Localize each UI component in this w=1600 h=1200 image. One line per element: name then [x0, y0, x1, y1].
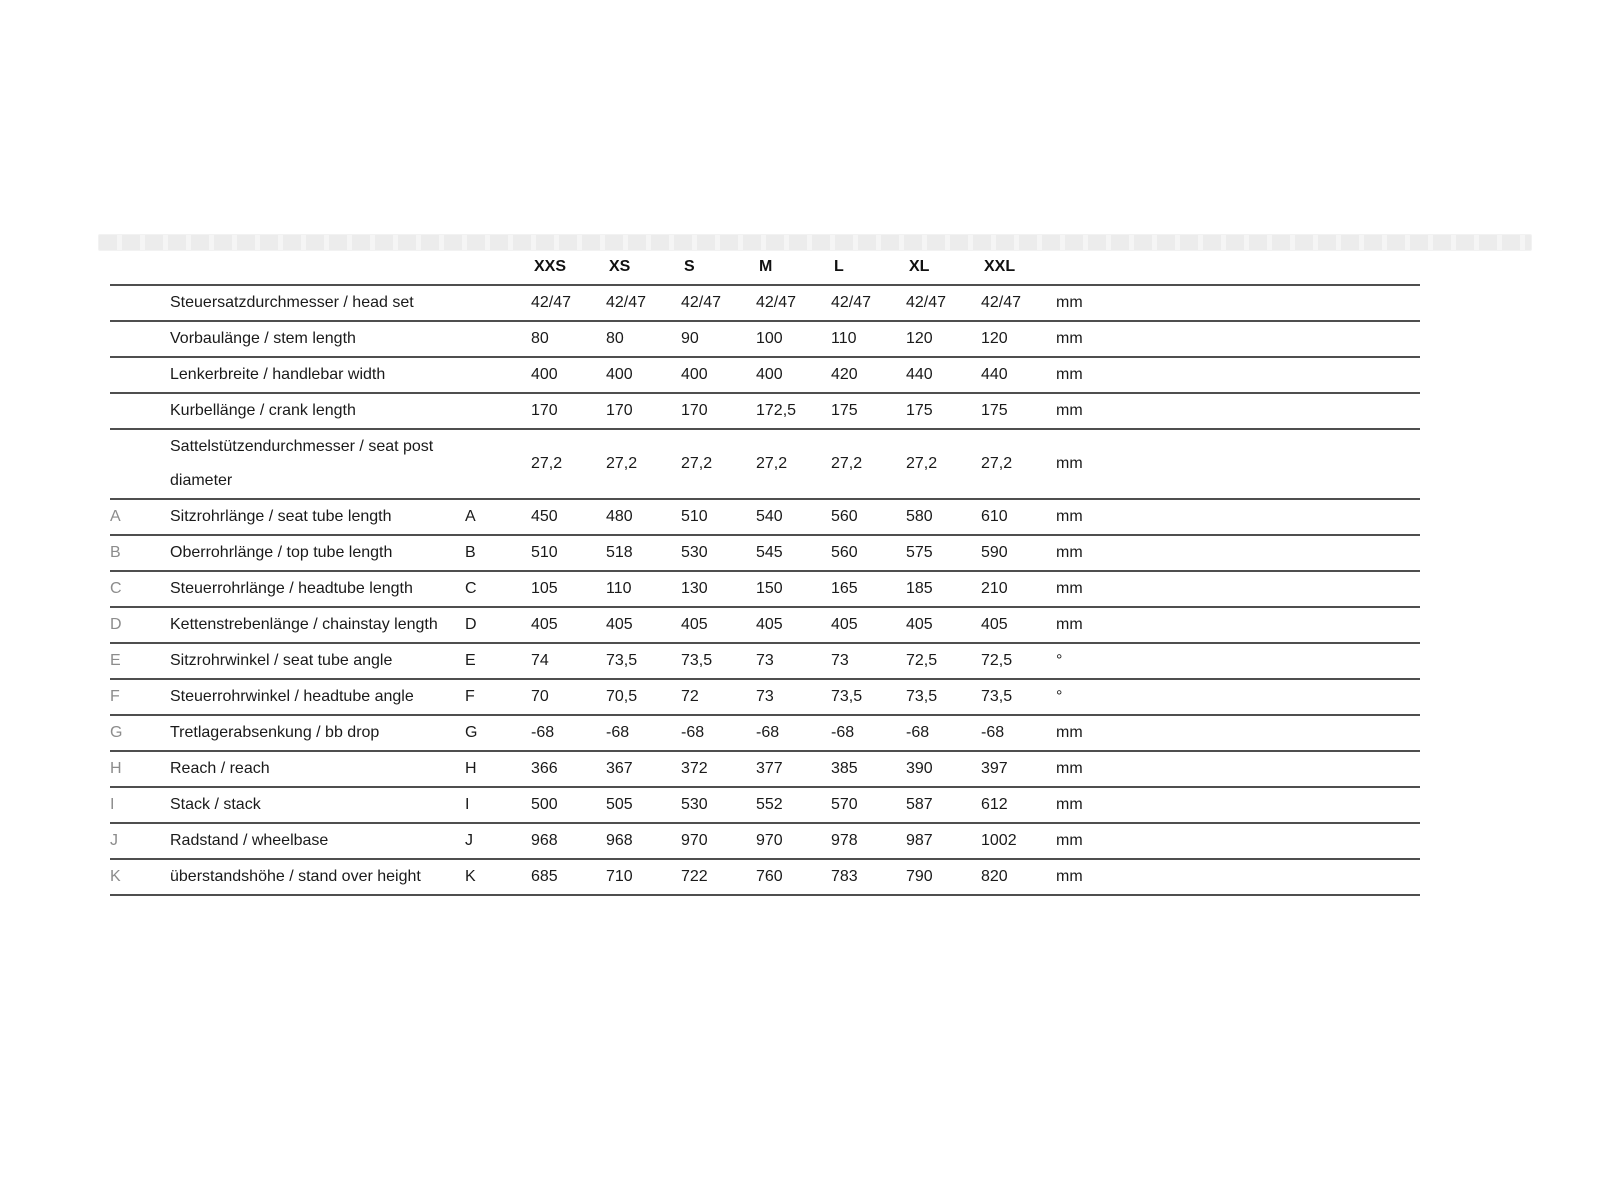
row-value-l: 783 — [831, 868, 858, 885]
row-letter: C — [110, 580, 122, 597]
row-value-xl: 587 — [906, 796, 933, 813]
row-value-xl: 185 — [906, 580, 933, 597]
row-value-xxl: 72,5 — [981, 652, 1013, 669]
row-value-xs: 110 — [606, 580, 632, 597]
row-value-xs: 170 — [606, 402, 633, 419]
row-value-s: 72 — [681, 688, 699, 705]
row-size-letter — [465, 357, 531, 393]
row-value-s: 90 — [681, 330, 699, 347]
row-letter: H — [110, 760, 122, 777]
row-unit: mm — [1056, 796, 1083, 813]
row-size-letter: E — [465, 652, 476, 669]
row-value-xl: 27,2 — [906, 455, 938, 472]
row-value-xxl: 120 — [981, 330, 1008, 347]
row-value-xxs: 170 — [531, 402, 558, 419]
row-value-xl: 987 — [906, 832, 933, 849]
row-value-xxl: -68 — [981, 724, 1005, 741]
row-unit: mm — [1056, 366, 1083, 383]
row-label: Reach / reach — [170, 760, 270, 777]
row-value-l: 420 — [831, 366, 858, 383]
row-value-xxl: 210 — [981, 580, 1008, 597]
row-value-l: 73 — [831, 652, 849, 669]
size-header-s: S — [684, 258, 695, 275]
row-value-xl: 405 — [906, 616, 933, 633]
table-row — [110, 499, 1420, 535]
row-value-xl: 440 — [906, 366, 933, 383]
watermark-band — [98, 234, 1532, 251]
row-value-xs: 80 — [606, 330, 624, 347]
row-value-s: 170 — [681, 402, 708, 419]
row-letter: J — [110, 832, 118, 849]
row-value-l: 73,5 — [831, 688, 863, 705]
row-size-letter: F — [465, 688, 475, 705]
row-unit: mm — [1056, 616, 1083, 633]
row-value-xs: 367 — [606, 760, 633, 777]
row-size-letter: A — [465, 508, 476, 525]
table-row — [110, 357, 1420, 393]
table-row — [110, 571, 1420, 607]
row-unit: mm — [1056, 455, 1083, 472]
row-value-xxs: 510 — [531, 544, 558, 561]
table-row — [110, 715, 1420, 751]
row-value-l: 405 — [831, 616, 858, 633]
row-value-xs: 505 — [606, 796, 633, 813]
row-value-xs: 400 — [606, 366, 633, 383]
row-value-l: 385 — [831, 760, 858, 777]
row-value-xs: -68 — [606, 724, 630, 741]
row-value-xxs: 27,2 — [531, 455, 563, 472]
row-size-letter — [465, 393, 531, 429]
row-value-m: 552 — [756, 796, 783, 813]
row-label: überstandshöhe / stand over height — [170, 868, 421, 885]
row-value-m: 73 — [756, 688, 774, 705]
row-value-xxl: 73,5 — [981, 688, 1013, 705]
row-label: Sitzrohrlänge / seat tube length — [170, 508, 392, 525]
table-row — [110, 607, 1420, 643]
header-gutter-spacer — [110, 250, 170, 285]
row-value-xs: 405 — [606, 616, 633, 633]
row-value-m: 73 — [756, 652, 774, 669]
table-row — [110, 823, 1420, 859]
row-value-m: 377 — [756, 760, 783, 777]
size-header-l: L — [834, 258, 844, 275]
row-value-m: 760 — [756, 868, 783, 885]
row-size-letter: K — [465, 868, 476, 885]
table-row — [110, 787, 1420, 823]
row-value-xxs: 450 — [531, 508, 558, 525]
row-size-letter — [465, 429, 531, 499]
row-value-xs: 518 — [606, 544, 633, 561]
row-unit: mm — [1056, 402, 1083, 419]
table-row — [110, 679, 1420, 715]
row-value-xxs: 500 — [531, 796, 558, 813]
table-row — [110, 535, 1420, 571]
row-value-m: 27,2 — [756, 455, 788, 472]
row-value-l: -68 — [831, 724, 855, 741]
row-value-xs: 70,5 — [606, 688, 638, 705]
row-label: Steuerrohrlänge / headtube length — [170, 580, 413, 597]
row-value-s: 400 — [681, 366, 708, 383]
size-header-m: M — [759, 258, 773, 275]
row-label: Tretlagerabsenkung / bb drop — [170, 724, 380, 741]
row-value-s: 722 — [681, 868, 708, 885]
row-value-m: 172,5 — [756, 402, 797, 419]
header-row — [110, 250, 1420, 285]
row-value-m: 100 — [756, 330, 783, 347]
size-header-xl: XL — [909, 258, 930, 275]
row-unit: mm — [1056, 544, 1083, 561]
row-unit: mm — [1056, 832, 1083, 849]
row-letter — [110, 429, 170, 499]
table-row — [110, 429, 1420, 499]
row-value-s: 73,5 — [681, 652, 713, 669]
header-unit-spacer — [1056, 250, 1420, 285]
row-label: Oberrohrlänge / top tube length — [170, 544, 393, 561]
row-label: Steuersatzdurchmesser / head set — [170, 294, 414, 311]
row-value-xl: 575 — [906, 544, 933, 561]
row-value-xxs: 968 — [531, 832, 558, 849]
row-unit: ° — [1056, 652, 1063, 669]
geometry-table-body — [110, 285, 1420, 895]
row-value-xs: 73,5 — [606, 652, 638, 669]
row-unit: mm — [1056, 760, 1083, 777]
size-header-xxl: XXL — [984, 258, 1016, 275]
row-label: Vorbaulänge / stem length — [170, 330, 356, 347]
row-value-xxs: 105 — [531, 580, 558, 597]
row-value-xxs: 42/47 — [531, 294, 572, 311]
row-value-xl: 73,5 — [906, 688, 938, 705]
row-value-xxl: 440 — [981, 366, 1008, 383]
row-value-s: 405 — [681, 616, 708, 633]
row-value-xs: 42/47 — [606, 294, 647, 311]
row-letter — [110, 285, 170, 321]
table-row — [110, 643, 1420, 679]
row-label: Sattelstützendurchmesser / seat post diameter — [170, 438, 434, 489]
row-value-xxl: 820 — [981, 868, 1008, 885]
row-value-xxs: -68 — [531, 724, 555, 741]
row-letter — [110, 393, 170, 429]
row-value-s: 372 — [681, 760, 708, 777]
row-value-xxl: 397 — [981, 760, 1008, 777]
row-value-xl: 120 — [906, 330, 933, 347]
row-value-m: 970 — [756, 832, 783, 849]
row-unit: mm — [1056, 868, 1083, 885]
row-value-xs: 27,2 — [606, 455, 638, 472]
row-value-l: 42/47 — [831, 294, 872, 311]
row-value-s: 970 — [681, 832, 708, 849]
row-value-xl: 790 — [906, 868, 933, 885]
row-value-l: 165 — [831, 580, 858, 597]
row-value-m: 405 — [756, 616, 783, 633]
row-letter: B — [110, 544, 121, 561]
row-value-xl: -68 — [906, 724, 930, 741]
row-size-letter: B — [465, 544, 476, 561]
row-size-letter: G — [465, 724, 478, 741]
row-value-l: 560 — [831, 508, 858, 525]
table-row — [110, 285, 1420, 321]
table-row — [110, 751, 1420, 787]
row-label: Stack / stack — [170, 796, 261, 813]
row-value-s: 130 — [681, 580, 708, 597]
row-size-letter — [465, 285, 531, 321]
row-value-xxs: 366 — [531, 760, 558, 777]
row-label: Steuerrohrwinkel / headtube angle — [170, 688, 414, 705]
row-value-xxs: 400 — [531, 366, 558, 383]
row-value-m: 545 — [756, 544, 783, 561]
row-letter: K — [110, 868, 121, 885]
row-letter — [110, 321, 170, 357]
row-value-m: -68 — [756, 724, 780, 741]
row-value-l: 27,2 — [831, 455, 863, 472]
row-size-letter: D — [465, 616, 477, 633]
row-size-letter: H — [465, 760, 477, 777]
row-value-s: 27,2 — [681, 455, 713, 472]
row-value-xxl: 405 — [981, 616, 1008, 633]
row-value-s: 42/47 — [681, 294, 722, 311]
row-size-letter: J — [465, 832, 473, 849]
header-label-spacer — [170, 250, 465, 285]
row-value-l: 560 — [831, 544, 858, 561]
row-value-xxl: 590 — [981, 544, 1008, 561]
row-value-xxl: 175 — [981, 402, 1008, 419]
row-letter: I — [110, 796, 115, 813]
row-value-xl: 175 — [906, 402, 933, 419]
row-label: Kettenstrebenlänge / chainstay length — [170, 616, 438, 633]
row-size-letter: I — [465, 796, 470, 813]
row-value-xxl: 27,2 — [981, 455, 1013, 472]
row-value-l: 978 — [831, 832, 858, 849]
row-value-xxl: 42/47 — [981, 294, 1022, 311]
table-row — [110, 321, 1420, 357]
row-label: Radstand / wheelbase — [170, 832, 329, 849]
row-label: Lenkerbreite / handlebar width — [170, 366, 386, 383]
row-value-xxs: 74 — [531, 652, 549, 669]
row-letter: A — [110, 508, 121, 525]
row-unit: ° — [1056, 688, 1063, 705]
row-value-m: 400 — [756, 366, 783, 383]
row-value-m: 150 — [756, 580, 783, 597]
row-value-xxl: 1002 — [981, 832, 1017, 849]
row-value-l: 570 — [831, 796, 858, 813]
row-label: Sitzrohrwinkel / seat tube angle — [170, 652, 393, 669]
row-value-xxs: 70 — [531, 688, 549, 705]
row-value-m: 42/47 — [756, 294, 797, 311]
row-value-xs: 480 — [606, 508, 633, 525]
table-row — [110, 859, 1420, 895]
row-letter: G — [110, 724, 123, 741]
row-unit: mm — [1056, 724, 1083, 741]
row-value-xxl: 610 — [981, 508, 1008, 525]
row-unit: mm — [1056, 294, 1083, 311]
geometry-table — [110, 250, 1420, 896]
row-value-xl: 72,5 — [906, 652, 938, 669]
row-letter — [110, 357, 170, 393]
row-value-xs: 710 — [606, 868, 633, 885]
row-value-s: -68 — [681, 724, 705, 741]
size-header-xs: XS — [609, 258, 631, 275]
row-value-l: 175 — [831, 402, 858, 419]
row-value-xxl: 612 — [981, 796, 1008, 813]
row-letter: F — [110, 688, 120, 705]
row-value-xl: 390 — [906, 760, 933, 777]
table-row — [110, 393, 1420, 429]
row-unit: mm — [1056, 508, 1083, 525]
row-value-s: 530 — [681, 796, 708, 813]
row-value-xxs: 685 — [531, 868, 558, 885]
row-value-l: 110 — [831, 330, 857, 347]
size-header-xxs: XXS — [534, 258, 567, 275]
row-value-xxs: 405 — [531, 616, 558, 633]
row-size-letter: C — [465, 580, 477, 597]
row-value-m: 540 — [756, 508, 783, 525]
row-unit: mm — [1056, 580, 1083, 597]
row-size-letter — [465, 321, 531, 357]
row-value-xxs: 80 — [531, 330, 549, 347]
row-value-s: 510 — [681, 508, 708, 525]
row-value-xl: 42/47 — [906, 294, 947, 311]
header-szletter-spacer — [465, 250, 531, 285]
size-header-row — [110, 250, 1420, 285]
row-value-s: 530 — [681, 544, 708, 561]
row-label: Kurbellänge / crank length — [170, 402, 356, 419]
row-letter: D — [110, 616, 122, 633]
row-value-xs: 968 — [606, 832, 633, 849]
row-letter: E — [110, 652, 121, 669]
row-unit: mm — [1056, 330, 1083, 347]
row-value-xl: 580 — [906, 508, 933, 525]
